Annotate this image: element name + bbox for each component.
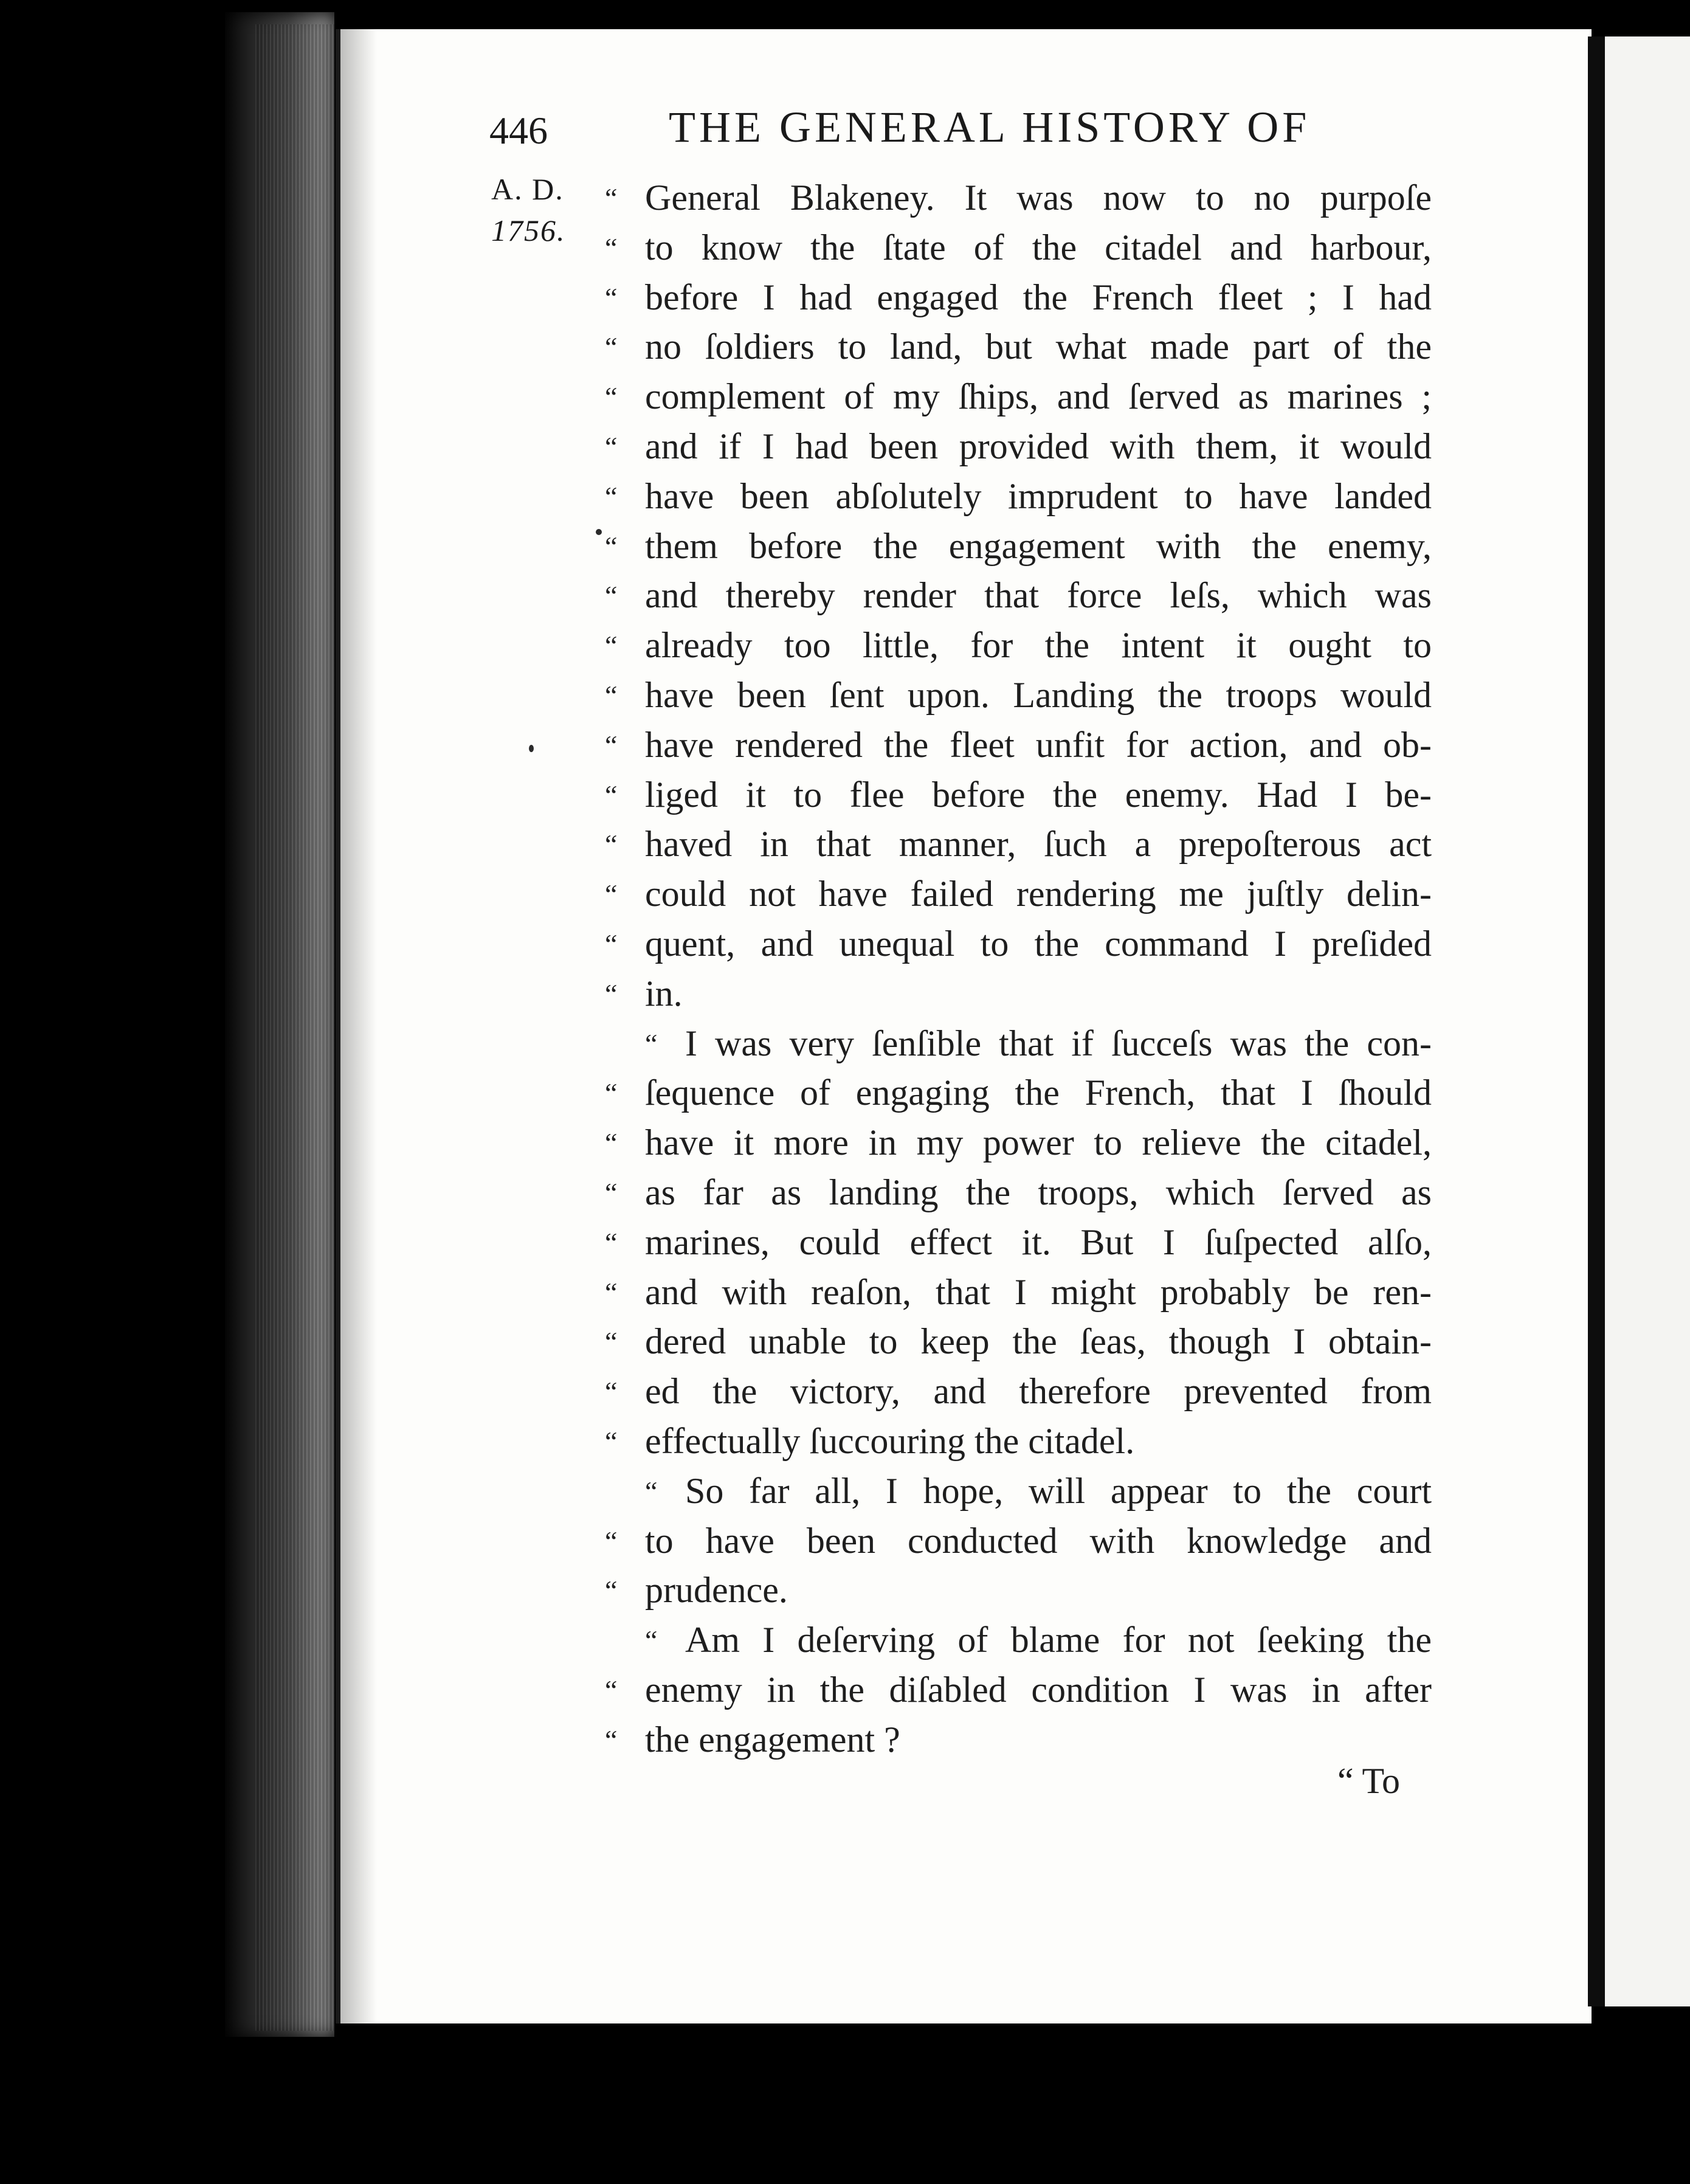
quote-mark: “: [605, 779, 614, 810]
line-text: in.: [645, 973, 683, 1014]
text-line: [605, 770, 1432, 820]
text-line: [605, 1168, 1432, 1218]
line-text: So far all, I hope, will appear to the court: [685, 1470, 1432, 1511]
line-text: quent, and unequal to the command I preſided: [645, 923, 1432, 964]
text-line: [605, 1019, 1432, 1069]
line-text: marines, could effect it. But I ſuſpected alſo,: [645, 1222, 1432, 1262]
running-title: THE GENERAL HISTORY OF: [669, 103, 1311, 151]
quote-mark: “: [645, 1028, 654, 1059]
line-text: the engagement ?: [645, 1719, 900, 1760]
text-line: [605, 1367, 1432, 1417]
quote-mark: “: [605, 1127, 614, 1159]
text-line: [605, 1516, 1432, 1566]
quote-mark: “: [605, 1177, 614, 1208]
text-line: [605, 1566, 1432, 1616]
text-line: [605, 571, 1432, 621]
line-text: Am I deſerving of blame for not ſeeking the: [685, 1620, 1432, 1660]
quote-mark: “: [605, 1326, 614, 1358]
quote-mark: “: [605, 282, 614, 313]
text-line: [605, 820, 1432, 869]
line-text: already too little, for the intent it ought to: [645, 625, 1432, 666]
quote-mark: “: [605, 430, 614, 462]
line-text: and thereby render that force leſs, which was: [645, 575, 1432, 616]
text-line: [605, 223, 1432, 273]
line-text: and with reaſon, that I might probably be ren-: [645, 1271, 1432, 1312]
text-line: [605, 919, 1432, 969]
text-line: [605, 1616, 1432, 1665]
line-text: have been abſolutely imprudent to have landed: [645, 475, 1432, 516]
quote-mark: “: [605, 1575, 614, 1606]
line-text: to know the ſtate of the citadel and harbour,: [645, 227, 1432, 268]
page-number: 446: [489, 109, 548, 152]
text-line: [605, 422, 1432, 472]
text-line: [605, 472, 1432, 522]
text-line: [605, 1268, 1432, 1318]
ink-speck: [529, 745, 534, 752]
quote-mark: “: [605, 1376, 614, 1408]
line-text: have it more in my power to relieve the citadel,: [645, 1122, 1432, 1163]
line-text: General Blakeney. It was now to no purpoſe: [645, 178, 1432, 218]
text-line: [605, 173, 1432, 223]
quote-mark: “: [605, 1077, 614, 1109]
quote-mark: “: [605, 381, 614, 413]
quote-mark: “: [605, 729, 614, 761]
line-text: and if I had been provided with them, it would: [645, 426, 1432, 466]
text-line: [605, 1665, 1432, 1715]
line-text: to have been conducted with knowledge and: [645, 1520, 1432, 1561]
quote-mark: “: [605, 1724, 614, 1755]
text-line: [605, 1118, 1432, 1168]
text-line: [605, 322, 1432, 372]
line-text: could not have failed rendering me juſtly delin-: [645, 874, 1432, 914]
quote-mark: “: [605, 1226, 614, 1258]
line-text: effectually ſuccouring the citadel.: [645, 1420, 1135, 1461]
line-text: ſequence of engaging the French, that I ſhould: [645, 1073, 1432, 1113]
line-text: I was very ſenſible that if ſucceſs was the con-: [685, 1023, 1432, 1063]
quote-mark: “: [605, 978, 614, 1009]
quote-mark: “: [605, 879, 614, 910]
text-line: [605, 273, 1432, 323]
quote-mark: “: [605, 1674, 614, 1705]
line-text: them before the engagement with the enemy,: [645, 525, 1432, 566]
line-text: have rendered the fleet unfit for action, and ob-: [645, 724, 1432, 765]
text-line: [605, 1218, 1432, 1268]
facing-page-edge: [1588, 36, 1690, 2006]
quote-mark: “: [605, 1525, 614, 1557]
ink-speck: [596, 529, 602, 535]
text-line: [605, 721, 1432, 770]
quote-mark: “: [605, 679, 614, 711]
quote-mark: “: [605, 182, 614, 213]
line-text: as far as landing the troops, which ſerved as: [645, 1172, 1432, 1212]
quote-mark: “: [605, 232, 614, 263]
quote-mark: “: [605, 630, 614, 662]
quote-mark: “: [645, 1625, 654, 1656]
page-edges: [255, 24, 334, 2031]
text-line: [605, 522, 1432, 572]
text-line: [605, 621, 1432, 671]
text-line: [605, 1417, 1432, 1467]
line-text: have been ſent upon. Landing the troops would: [645, 674, 1432, 715]
line-text: complement of my ſhips, and ſerved as marines ;: [645, 376, 1432, 417]
quote-mark: “: [605, 1276, 614, 1308]
quote-mark: “: [645, 1475, 654, 1507]
quote-mark: “: [605, 928, 614, 959]
line-text: liged it to flee before the enemy. Had I be-: [645, 774, 1432, 815]
text-line: [605, 1317, 1432, 1367]
quote-mark: “: [605, 829, 614, 860]
quote-mark: “: [605, 580, 614, 612]
quote-mark: “: [605, 480, 614, 512]
catchword: “ To: [1337, 1761, 1401, 1801]
gutter-shadow: [340, 29, 377, 2023]
margin-era: A. D.: [491, 172, 564, 206]
quote-mark: “: [605, 530, 614, 562]
line-text: no ſoldiers to land, but what made part of the: [645, 327, 1432, 367]
line-text: before I had engaged the French fleet ; I had: [645, 277, 1432, 317]
margin-year: 1756.: [491, 213, 566, 247]
line-text: dered unable to keep the ſeas, though I obtain-: [645, 1321, 1432, 1362]
text-line: [605, 372, 1432, 422]
quote-mark: “: [605, 331, 614, 363]
text-line: [605, 671, 1432, 721]
text-line: [605, 869, 1432, 919]
line-text: haved in that manner, ſuch a prepoſterous act: [645, 824, 1432, 865]
line-text: ed the victory, and therefore prevented from: [645, 1371, 1432, 1412]
text-line: [605, 969, 1432, 1019]
text-line: [605, 1467, 1432, 1516]
line-text: enemy in the diſabled condition I was in after: [645, 1669, 1432, 1710]
quote-mark: “: [605, 1425, 614, 1457]
body-text: [605, 173, 1432, 1765]
line-text: prudence.: [645, 1570, 788, 1611]
text-line: [605, 1715, 1432, 1765]
text-line: [605, 1068, 1432, 1118]
